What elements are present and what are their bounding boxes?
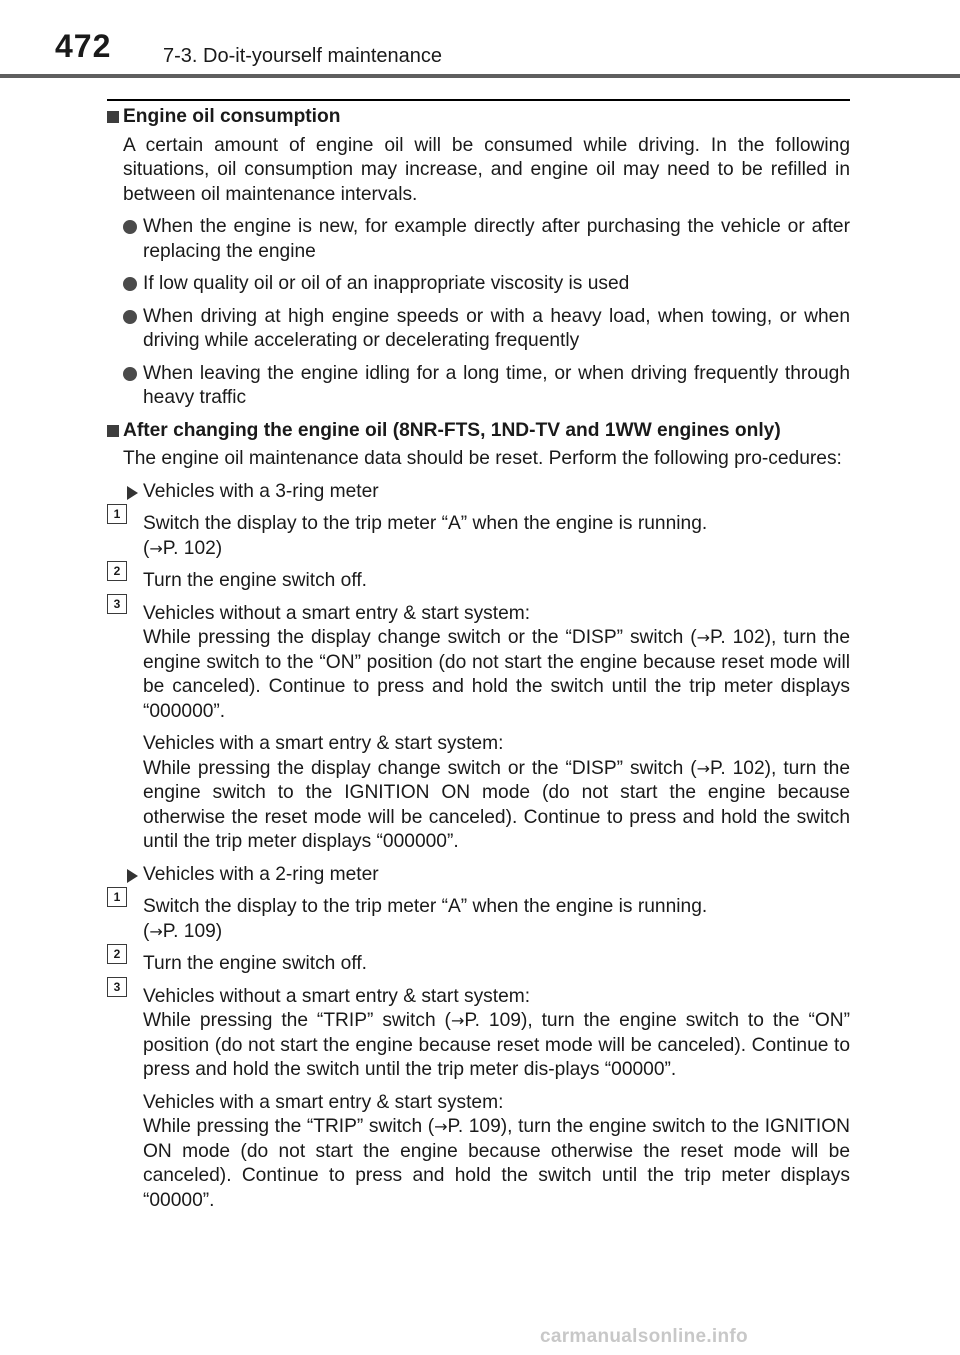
- two-ring-step-3-smart: [107, 1091, 850, 1214]
- two-ring-meter-label: [123, 863, 850, 888]
- three-ring-step-1: [107, 507, 850, 561]
- list-item-text: When driving at high engine speeds or with a heavy load, when towing, or when driving while accelerating or decelerating frequently: [143, 305, 850, 351]
- page-content: [107, 105, 850, 1221]
- step-number-badge: 3: [107, 977, 127, 997]
- square-bullet-icon: [107, 425, 119, 437]
- step-text: While pressing the display change switch or the “DISP” switch (: [143, 627, 697, 648]
- arrow-right-icon: →: [696, 628, 711, 647]
- step-text: turn the engine switch to the IGNITION ON mode (do not start the engine because otherwise the reset mode will be canceled). Continue to press and hold the switch until the trip meter displays “00000”.: [143, 1116, 851, 1211]
- page-reference-text: P. 109),: [447, 1116, 513, 1137]
- after-changing-heading-text: After changing the engine oil (8NR-FTS, 1ND-TV and 1WW engines only): [123, 419, 781, 441]
- after-changing-heading: [107, 419, 850, 444]
- arrow-right-icon: →: [450, 1011, 465, 1030]
- list-item: [123, 362, 850, 411]
- list-item-text: If low quality oil or oil of an inappropriate viscosity is used: [143, 273, 630, 294]
- page-reference: (→P. 109): [143, 920, 223, 942]
- two-ring-step-1: [107, 890, 850, 944]
- round-bullet-icon: [123, 310, 137, 324]
- arrow-right-icon: →: [149, 538, 163, 558]
- arrow-right-icon: →: [149, 921, 163, 941]
- step-text: Switch the display to the trip meter “A” when the engine is running.: [143, 896, 708, 917]
- list-item-text: When the engine is new, for example directly after purchasing the vehicle or after replacing the engine: [143, 216, 850, 262]
- list-item-text: When leaving the engine idling for a long time, or when driving frequently through heavy traffic: [143, 362, 850, 408]
- step-text: Turn the engine switch off.: [143, 570, 367, 591]
- square-bullet-icon: [107, 111, 119, 123]
- three-ring-step-3: [107, 596, 850, 725]
- three-ring-meter-label-text: Vehicles with a 3-ring meter: [143, 480, 379, 502]
- step-number-badge: 2: [107, 944, 127, 964]
- step-subtitle: Vehicles with a smart entry & start system:: [143, 1091, 504, 1113]
- two-ring-step-2: [107, 947, 850, 977]
- step-subtitle: Vehicles with a smart entry & start system:: [143, 733, 504, 754]
- page-reference-text: P. 109),: [464, 1010, 533, 1031]
- after-changing-intro: The engine oil maintenance data should be reset. Perform the following pro-cedures:: [123, 448, 842, 469]
- oil-consumption-heading: [107, 105, 850, 130]
- oil-consumption-heading-text: Engine oil consumption: [123, 106, 341, 127]
- step-number-badge: 1: [107, 887, 127, 907]
- step-text: Turn the engine switch off.: [143, 953, 367, 974]
- step-number-badge: 2: [107, 561, 127, 581]
- list-item: [123, 215, 850, 264]
- page-header: [0, 0, 960, 78]
- step-number-badge: 3: [107, 594, 127, 614]
- page-reference: (→P. 102): [143, 537, 223, 559]
- step-text: Switch the display to the trip meter “A” when the engine is running.: [143, 513, 708, 534]
- step-text: While pressing the “TRIP” switch (: [143, 1010, 451, 1031]
- step-text: While pressing the “TRIP” switch (: [143, 1116, 435, 1137]
- two-ring-meter-label-text: Vehicles with a 2-ring meter: [143, 863, 379, 885]
- step-subtitle: Vehicles without a smart entry & start system:: [143, 602, 531, 624]
- round-bullet-icon: [123, 220, 137, 234]
- step-number-badge: 1: [107, 504, 127, 524]
- three-ring-step-3-smart: [107, 732, 850, 855]
- arrow-right-icon: →: [696, 758, 711, 778]
- triangle-pointer-icon: [127, 486, 138, 500]
- page-reference-text: P. 102): [162, 537, 223, 559]
- oil-consumption-intro: A certain amount of engine oil will be consumed while driving. In the following situations, oil consumption may increase, and engine oil may need to be refilled in between oil maintenance intervals.: [123, 134, 850, 205]
- header-rule: [0, 74, 960, 78]
- page-reference-text: P. 109): [162, 920, 223, 942]
- round-bullet-icon: [123, 367, 137, 381]
- page-number: 472: [55, 28, 112, 64]
- two-ring-step-3: [107, 979, 850, 1083]
- content-top-rule: [107, 99, 850, 101]
- arrow-right-icon: →: [434, 1117, 448, 1136]
- watermark: carmanualsonline.info: [540, 1326, 748, 1347]
- step-text: While pressing the display change switch or the “DISP” switch (: [143, 757, 697, 779]
- step-text: turn the engine switch to the “ON” position (do not start the engine because reset mode will be canceled). Continue to press and hold the switch until the trip meter displays “000000”.: [143, 627, 850, 722]
- three-ring-meter-label: [123, 480, 850, 505]
- step-text: turn the engine switch to the IGNITION ON mode (do not start the engine because otherwise the reset mode will be canceled). Continue to press and hold the switch until the trip meter displays “000000”.: [143, 757, 850, 852]
- three-ring-step-2: [107, 564, 850, 594]
- section-title: 7-3. Do-it-yourself maintenance: [163, 45, 443, 67]
- step-subtitle: Vehicles without a smart entry & start system:: [143, 985, 531, 1007]
- page-reference-text: P. 102),: [710, 757, 777, 779]
- list-item: [123, 305, 850, 354]
- page-reference-text: P. 102),: [710, 627, 777, 648]
- list-item: [123, 272, 850, 297]
- round-bullet-icon: [123, 277, 137, 291]
- step-text: turn the engine switch to the “ON” position (do not start the engine because reset mode will be canceled). Continue to press and hold the switch until the trip meter dis-plays “00000”.: [143, 1010, 850, 1080]
- triangle-pointer-icon: [127, 869, 138, 883]
